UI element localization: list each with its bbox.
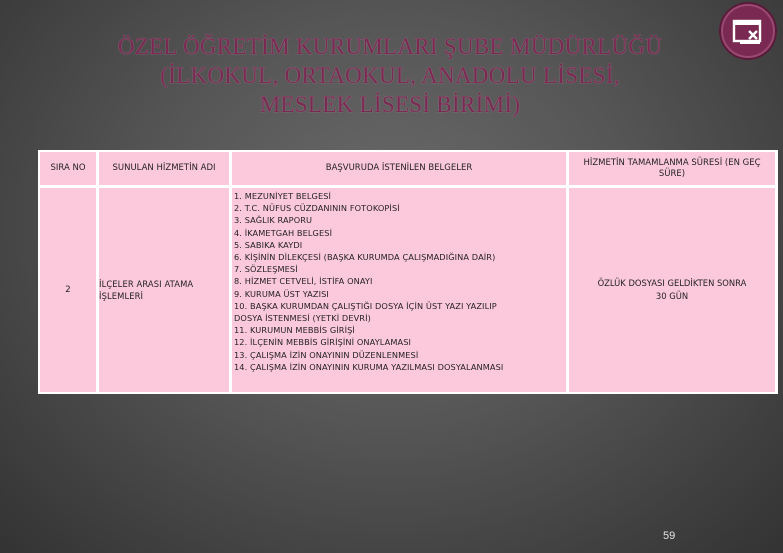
presentation-close-icon[interactable]: [721, 4, 775, 58]
info-table-right: [566, 150, 778, 394]
belge-item: 7. SÖZLEŞMESİ: [234, 264, 298, 275]
belge-item: 6. KİŞİNİN DİLEKÇESİ (BAŞKA KURUMDA ÇALIŞMADIĞINA DAİR): [234, 252, 496, 263]
belge-item: 4. İKAMETGAH BELGESİ: [234, 227, 333, 238]
belge-item: 13. ÇALIŞMA İZİN ONAYININ DÜZENLENMESİ: [234, 349, 419, 360]
slide-title: [70, 32, 710, 119]
belge-item: 11. KURUMUN MEBBİS GİRİŞİ: [234, 325, 355, 336]
belge-item: 1. MEZUNİYET BELGESİ: [234, 191, 332, 201]
belgeler-list: [234, 190, 566, 373]
belge-item: 9. KURUMA ÜST YAZISI: [234, 288, 329, 299]
title-line-1: ÖZEL ÖĞRETİM KURUMLARI ŞUBE MÜDÜRLÜĞÜ: [117, 34, 663, 59]
header-sure: HİZMETİN TAMAMLANMA SÜRESİ (EN GEÇ SÜRE): [569, 152, 775, 185]
belge-item: 3. SAĞLIK RAPORU: [234, 215, 313, 226]
title-line-2: (İLKOKUL, ORTAOKUL, ANADOLU LİSESİ,: [160, 63, 620, 88]
info-table: [38, 150, 573, 394]
page-number: 59: [663, 530, 676, 542]
belge-item: 8. HİZMET CETVELİ, İSTİFA ONAYI: [234, 276, 373, 287]
cell-hizmet: [99, 188, 229, 392]
belge-item: 14. ÇALIŞMA İZİN ONAYININ KURUMA YAZILMASI DOSYALANMASI: [234, 361, 504, 372]
cell-sira-no: 2: [40, 188, 96, 392]
cell-belgeler: [232, 188, 566, 392]
header-sira-no: SIRA NO: [40, 152, 96, 185]
cell-sure: ÖZLÜK DOSYASI GELDİKTEN SONRA 30 GÜN: [569, 188, 775, 392]
belge-item: 2. T.C. NÜFUS CÜZDANININ FOTOKOPİSİ: [234, 203, 400, 214]
header-hizmet: SUNULAN HİZMETİN ADI: [99, 152, 229, 185]
title-line-3: MESLEK LİSESİ BİRİMİ): [259, 92, 521, 117]
belge-item: 10. BAŞKA KURUMDAN ÇALIŞTIĞI DOSYA İÇİN ÜST YAZI YAZILIP: [234, 300, 497, 311]
hizmet-text: İLÇELER ARASI ATAMA İŞLEMLERİ: [99, 279, 194, 301]
belge-item: 5. SABIKA KAYDI: [234, 239, 303, 250]
belge-item: 12. İLÇENİN MEBBİS GİRİŞİNİ ONAYLAMASI: [234, 337, 412, 348]
belge-item: DOSYA İSTENMESİ (YETKİ DEVRİ): [234, 313, 371, 324]
header-belgeler: BAŞVURUDA İSTENİLEN BELGELER: [232, 152, 566, 185]
